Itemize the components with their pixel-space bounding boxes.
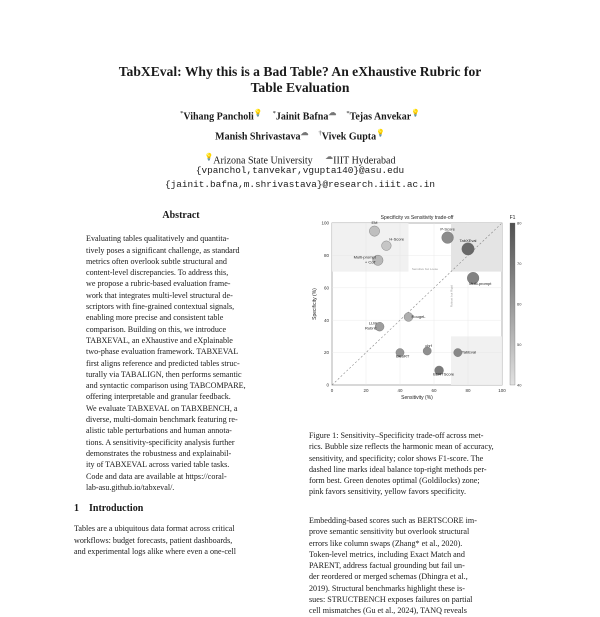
point-label: RougeL <box>411 313 426 319</box>
abstract-line: we propose a rubric-based evaluation frame- <box>86 279 231 289</box>
iiit-cloud-icon: ☁ <box>328 108 337 117</box>
x-tick-label: 80 <box>465 388 471 393</box>
abstract-line: content-level discrepancies. To address this, <box>86 268 229 278</box>
caption-line: form best. Green denotes optimal (Goldilocks) zone; <box>309 476 480 486</box>
y-tick-label: 60 <box>323 285 329 291</box>
intro-line: and experimental logs alike where even a one-cell <box>74 547 237 557</box>
point-label: EM <box>371 220 378 226</box>
left-column <box>74 210 288 557</box>
author-marker: † <box>318 130 322 138</box>
sensitivity-zone <box>451 336 502 385</box>
author-name: Jainit Bafna <box>275 111 329 123</box>
body-line: Embedding-based scores such as BERTSCORE im- <box>309 516 477 525</box>
intro-body <box>74 523 288 557</box>
author-name: Vihang Pancholi <box>183 111 254 123</box>
iiit-cloud-icon: ☁ <box>325 152 334 161</box>
author-marker: * <box>180 110 184 117</box>
data-point <box>369 226 379 236</box>
abstract-line: comparison. Building on this, we introduce <box>86 324 227 334</box>
abstract-line: tions. A sensitivity-specificity analysis further <box>86 437 235 447</box>
abstract-body <box>74 233 288 493</box>
data-point <box>442 232 454 244</box>
colorbar-tick-label: 50 <box>517 342 522 347</box>
author-marker: * <box>272 110 276 117</box>
abstract-line: turally via TABALIGN, then performs semantic <box>86 369 242 379</box>
author-row-2 <box>0 125 600 145</box>
abstract-heading: Abstract <box>162 210 200 221</box>
affiliation-iiit: IIIT Hyderabad <box>333 155 396 167</box>
x-tick-label: 0 <box>330 388 334 393</box>
zone-label: Sensitive but Loose <box>411 266 439 271</box>
asu-bulb-icon: 💡 <box>204 153 214 161</box>
abstract-line: and syntactic comparison using TABCOMPARE, <box>86 381 246 391</box>
x-axis-label: Sensitivity (%) <box>401 395 433 401</box>
abstract-line: metrics often overlook subtle structural and <box>86 256 227 266</box>
intro-line: workflows: budget forecasts, patient dashboards, <box>74 535 233 545</box>
abstract-line: TABXEVAL, an eXhaustive and eXplainable <box>86 335 233 345</box>
point-label: H-Score <box>389 236 405 242</box>
sensitivity-specificity-figure <box>307 209 533 409</box>
email-line: {vpanchol,tanvekar,vgupta140}@asu.edu <box>195 165 405 176</box>
point-label: Rubric <box>365 325 377 331</box>
abstract-line: two-phase evaluation framework. TABXEVAL <box>86 347 239 357</box>
body-line: prove semantic sensitivity but overlook structural <box>309 527 470 537</box>
x-tick-label: 60 <box>431 388 437 393</box>
body-line: 2019). Structural benchmarks highlight these is- <box>309 583 465 593</box>
abstract-line: diverse, multi-domain benchmark featuring re- <box>86 415 238 425</box>
figure-caption <box>309 430 535 498</box>
x-tick-label: 20 <box>363 388 369 393</box>
data-point <box>423 347 431 355</box>
abstract-line: work that integrates multi-level structural de- <box>86 290 233 300</box>
point-label: BleuRT <box>396 353 410 359</box>
abstract-line: Code and data are available at https://coral- <box>86 471 227 481</box>
body-line: der reordered or merged schemas (Dhingra et al., <box>309 572 468 582</box>
body-line: sues: STRUCTBENCH exposes failures on partial <box>309 595 473 605</box>
colorbar-tick-label: 80 <box>517 220 522 226</box>
intro-heading <box>74 503 288 514</box>
abstract-line: ity of TABXEVAL across varied table tasks. <box>86 460 230 470</box>
point-label: LLM <box>368 320 377 326</box>
abstract-line: enabling more precise and consistent table <box>86 313 224 323</box>
section-number: 1 <box>74 503 79 515</box>
caption-line: sensitivity, and specificity; color shows F1-score. The <box>309 453 484 463</box>
caption-line: dashed line marks ideal balance top-right methods per- <box>309 464 487 474</box>
point-label: TabXEval <box>459 237 477 243</box>
body-line: errors like column swaps (Zhang* et al., 2020). <box>309 538 463 548</box>
abstract-line: tively poses a significant challenge, as standard <box>86 245 240 255</box>
intro-line: Tables are a ubiquitous data format across critical <box>74 524 235 534</box>
data-point <box>462 243 474 255</box>
y-tick-label: 80 <box>323 253 329 258</box>
title-line-1: TabXEval: Why this is a Bad Table? An eXhaustive Rubric for <box>118 64 482 79</box>
author-list <box>0 105 600 146</box>
iiit-cloud-icon: ☁ <box>300 128 309 138</box>
point-label: BERTScore <box>433 371 455 377</box>
abstract-line: demonstrates the robustness and explainabil- <box>86 448 232 458</box>
chart-title: Specificity vs Sensitivity trade-off <box>380 215 454 221</box>
data-point <box>382 241 392 251</box>
colorbar-label: F1 <box>509 215 516 221</box>
abstract-line: first aligns reference and predicted tables struc- <box>86 358 240 368</box>
y-tick-label: 100 <box>321 220 329 226</box>
abstract-line: alistic table perturbations and human annota- <box>86 426 232 436</box>
author-name: Vivek Gupta <box>321 131 377 143</box>
point-label: Multi-prompt <box>353 254 376 260</box>
point-label: chrf <box>425 342 432 348</box>
colorbar <box>510 223 515 385</box>
abstract-line: Evaluating tables qualitatively and quantita- <box>86 234 229 244</box>
abstract-line: scriptors with fine-grained contextual signals, <box>86 302 235 312</box>
author-name: Tejas Anvekar <box>349 111 412 123</box>
right-column-body <box>309 515 535 617</box>
body-line: PARENT, address factual grounding but fail un- <box>309 561 465 571</box>
colorbar-tick-label: 60 <box>517 301 522 307</box>
zone-label: Robust but Rigid <box>449 285 454 308</box>
y-tick-label: 0 <box>326 382 329 388</box>
x-tick-label: 100 <box>498 388 506 393</box>
author-row-1 <box>0 105 600 125</box>
author-marker: * <box>346 110 350 117</box>
data-point <box>454 349 462 357</box>
body-line: Token-level metrics, including Exact Match and <box>309 549 465 559</box>
y-tick-label: 40 <box>323 317 329 323</box>
affiliation-asu: Arizona State University <box>213 155 313 167</box>
colorbar-tick-label: 40 <box>517 382 522 388</box>
point-label: P-Score <box>440 226 455 232</box>
abstract-line: lab-asu.github.io/tabxeval/. <box>86 482 175 492</box>
caption-line: Figure 1: Sensitivity–Specificity trade-off across met- <box>309 431 484 440</box>
abstract-line: offering interpretable and granular feedback. <box>86 392 231 402</box>
emails <box>0 164 600 192</box>
asu-bulb-icon: 💡 <box>253 109 263 117</box>
colorbar-tick-label: 70 <box>517 261 522 266</box>
y-axis-label: Specificity (%) <box>312 288 318 320</box>
author-name: Manish Shrivastava <box>215 131 301 143</box>
section-title: Introduction <box>89 503 144 515</box>
caption-line: rics. Bubble size reflects the harmonic mean of accuracy, <box>309 442 494 452</box>
point-label: + CoT <box>364 259 376 265</box>
point-label: Multi-prompt <box>469 281 492 287</box>
paper-title <box>0 64 600 96</box>
email-line: {jainit.bafna,m.shrivastava}@research.iiit.ac.in <box>164 179 436 190</box>
body-line: cell mismatches (Gu et al., 2024), TANQ reveals <box>309 606 467 616</box>
title-line-2: Table Evaluation <box>250 80 350 95</box>
point-label: TabEval <box>461 349 477 355</box>
asu-bulb-icon: 💡 <box>376 129 385 138</box>
x-tick-label: 40 <box>397 388 403 393</box>
abstract-line: We evaluate TABXEVAL on TABXBENCH, a <box>86 403 238 413</box>
caption-line: pink favors sensitivity, yellow favors specificity. <box>309 487 466 497</box>
y-tick-label: 20 <box>323 350 329 356</box>
asu-bulb-icon: 💡 <box>411 109 420 117</box>
